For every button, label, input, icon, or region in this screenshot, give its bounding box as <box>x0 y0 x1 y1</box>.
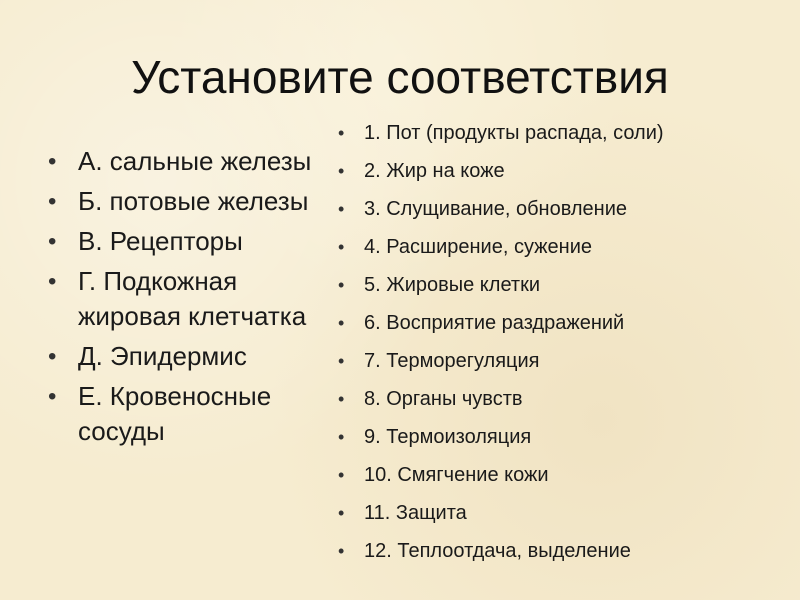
slide-title: Установите соответствия <box>131 51 669 103</box>
left-list-item: • Г. Подкожная жировая клетчатка <box>48 264 333 334</box>
left-list-item: • Е. Кровеносные сосуды <box>48 379 333 449</box>
left-column-list <box>48 144 333 454</box>
left-list-item: • Д. Эпидермис <box>48 339 333 374</box>
right-list-item: • 9. Термоизоляция <box>334 425 794 450</box>
right-list-item: • 5. Жировые клетки <box>334 273 794 298</box>
left-list-item: • Б. потовые железы <box>48 184 333 219</box>
right-list-item: • 12. Теплоотдача, выделение <box>334 539 794 564</box>
right-list-item: • 6. Восприятие раздражений <box>334 311 794 336</box>
right-column-list <box>334 121 794 577</box>
right-list-item: • 1. Пот (продукты распада, соли) <box>334 121 794 146</box>
right-list-item: • 2. Жир на коже <box>334 159 794 184</box>
right-list-item: • 10. Смягчение кожи <box>334 463 794 488</box>
left-list-item: • А. сальные железы <box>48 144 333 179</box>
right-list-item: • 11. Защита <box>334 501 794 526</box>
right-list-item: • 3. Слущивание, обновление <box>334 197 794 222</box>
left-list-item: • В. Рецепторы <box>48 224 333 259</box>
right-list-item: • 8. Органы чувств <box>334 387 794 412</box>
right-list-item: • 7. Терморегуляция <box>334 349 794 374</box>
right-list-item: • 4. Расширение, сужение <box>334 235 794 260</box>
